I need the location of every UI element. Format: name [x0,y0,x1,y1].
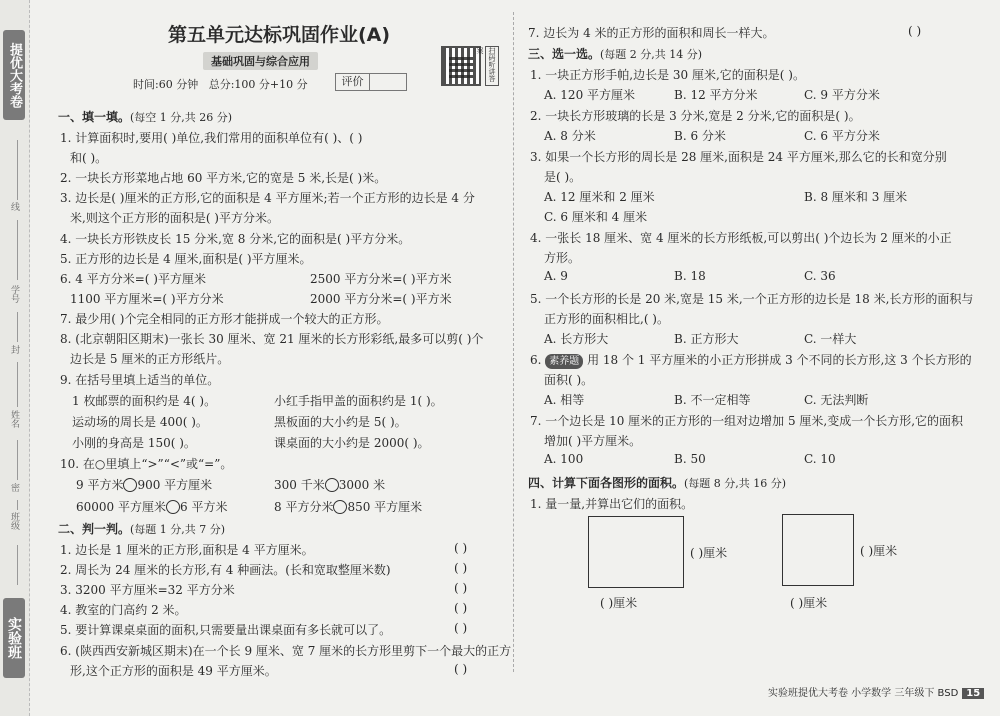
question-2: 2. 一块长方形菜地占地 60 平方米,它的宽是 5 米,长是( )米。 [60,171,387,185]
section-2-heading: 二、判一判。(每题 1 分,共 7 分) [58,522,226,536]
student-id-label: 学号 [9,285,19,303]
square-width-blank[interactable]: ( )厘米 [790,596,828,610]
choice-7-option-a[interactable]: A. 100 [544,452,584,466]
question-9d: 黑板面的大小约是 5( )。 [274,415,407,429]
exam-meta [133,76,308,92]
compare-circle[interactable] [123,478,137,492]
question-9b: 小红手指甲盖的面积约是 1( )。 [274,394,443,408]
binding-mark-feng: 封 [9,345,19,354]
question-1: 1. 计算面积时,要用( )单位,我们常用的面积单位有( )、( ) [60,131,363,145]
judge-6: 6. (陕西西安新城区期末)在一个长 9 厘米、宽 7 厘米的长方形里剪下一个最大的正方 [60,644,512,658]
page-number: 15 [962,688,984,699]
question-1-cont: 和( )。 [70,151,108,165]
question-6c: 1100 平方厘米=( )平方分米 [70,292,224,306]
choice-7-cont: 增加( )平方厘米。 [544,434,642,448]
answer-blank[interactable]: ( ) [454,662,468,676]
binding-mark-mi: 密 [9,483,19,492]
judge-3: 3. 3200 平方厘米=32 平方分米 [60,583,235,597]
choice-2: 2. 一块长方形玻璃的长是 3 分米,宽是 2 分米,它的面积是( )。 [530,109,861,123]
question-5: 5. 正方形的边长是 4 厘米,面积是( )平方厘米。 [60,252,312,266]
rectangle-figure [588,516,684,588]
choice-6-option-b[interactable]: B. 不一定相等 [674,393,751,407]
time-limit: 时间:60 分钟 [133,78,199,91]
column-divider [513,12,514,672]
question-6d: 2000 平方分米=( )平方米 [310,292,452,306]
compare-row-1b: 300 千米 3000 米 [274,478,386,492]
question-3-cont: 米,则这个正方形的面积是( )平方分米。 [70,211,279,225]
compare-row-2b: 8 平方分米 850 平方厘米 [274,500,423,514]
page-subtitle: 基础巩固与综合应用 [203,52,318,70]
answer-blank[interactable]: ( ) [908,24,922,38]
choice-1-option-c[interactable]: C. 9 平方分米 [804,88,880,102]
section-1-heading: 一、填一填。(每空 1 分,共 26 分) [58,110,233,124]
section-3-heading: 三、选一选。(每题 2 分,共 14 分) [528,47,703,61]
cut-line [17,312,18,342]
choice-3-option-c[interactable]: C. 6 厘米和 4 厘米 [544,210,648,224]
binding-sidebar [0,0,30,716]
choice-7: 7. 一个边长是 10 厘米的正方形的一组对边增加 5 厘米,变成一个长方形,它的面积 [530,414,964,428]
compare-circle[interactable] [166,500,180,514]
question-6a: 6. 4 平方分米=( )平方厘米 [60,272,206,286]
choice-3: 3. 如果一个长方形的周长是 28 厘米,面积是 24 平方厘米,那么它的长和宽分别 [530,150,947,164]
choice-6-option-a[interactable]: A. 相等 [544,393,585,407]
choice-4-option-b[interactable]: B. 18 [674,269,706,283]
compare-circle[interactable] [333,500,347,514]
question-9: 9. 在括号里填上适当的单位。 [60,373,220,387]
choice-6-cont: 面积( )。 [544,373,594,387]
square-figure [782,514,854,586]
competency-tag: 素养题 [545,354,583,369]
evaluation-label: 评价 [336,74,370,90]
question-3: 3. 边长是( )厘米的正方形,它的面积是 4 平方厘米;若一个正方形的边长是 4 分 [60,191,475,205]
judge-2: 2. 周长为 24 厘米的长方形,有 4 种画法。(长和宽取整厘米数) [60,563,391,577]
brand-logo-bottom: 实验班 [3,598,25,678]
choice-3-cont: 是( )。 [544,170,582,184]
question-10: 10. 在○里填上“>”“<”或“=”。 [60,457,233,471]
judge-7: 7. 边长为 4 米的正方形的面积和周长一样大。 [528,26,775,40]
question-7: 7. 最少用( )个完全相同的正方形才能拼成一个较大的正方形。 [60,312,389,326]
left-column [58,0,512,716]
choice-5-option-c[interactable]: C. 一样大 [804,332,857,346]
cut-line [17,140,18,200]
choice-4-cont: 方形。 [544,251,581,265]
name-label: 姓名 [9,410,19,428]
choice-5: 5. 一个长方形的长是 20 米,宽是 15 米,一个正方形的边长是 18 米,长方形的面积与 [530,292,974,306]
judge-5: 5. 要计算课桌桌面的面积,只需要量出课桌面有多长就可以了。 [60,623,392,637]
rectangle-height-blank[interactable]: ( )厘米 [690,546,728,560]
cut-line [17,500,18,510]
question-9c: 运动场的周长是 400( )。 [72,415,208,429]
qr-note: 扫码听讲答案 [485,46,499,86]
choice-7-option-c[interactable]: C. 10 [804,452,836,466]
choice-1-option-b[interactable]: B. 12 平方分米 [674,88,758,102]
section-4-heading: 四、计算下面各图形的面积。(每题 8 分,共 16 分) [528,476,787,490]
question-6b: 2500 平方分米=( )平方米 [310,272,452,286]
page-title: 第五单元达标巩固作业(A) [168,24,391,46]
choice-4-option-a[interactable]: A. 9 [544,269,568,283]
footer-book-title: 实验班提优大考卷 小学数学 三年级下 BSD [768,688,959,699]
answer-blank[interactable]: ( ) [454,601,468,615]
brand-logo-top: 提优大考卷 [3,30,25,120]
compare-row-2a: 60000 平方厘米 6 平方米 [76,500,228,514]
judge-6-cont: 形,这个正方形的面积是 49 平方厘米。 [70,664,277,678]
square-height-blank[interactable]: ( )厘米 [860,544,898,558]
cut-line [17,545,18,585]
binding-mark-xian: 线 [9,202,19,211]
choice-6: 6. 素养题 用 18 个 1 平方厘米的小正方形拼成 3 个不同的长方形,这 3 个长方形的 [530,353,972,367]
evaluation-box[interactable] [335,73,407,91]
page-footer [768,684,984,699]
right-column [528,0,974,716]
choice-2-option-b[interactable]: B. 6 分米 [674,129,726,143]
choice-4: 4. 一张长 18 厘米、宽 4 厘米的长方形纸板,可以剪出( )个边长为 2 厘米的小正 [530,231,952,245]
rectangle-width-blank[interactable]: ( )厘米 [600,596,638,610]
question-4: 4. 一块长方形铁皮长 15 分米,宽 8 分米,它的面积是( )平方分米。 [60,232,411,246]
choice-5-option-b[interactable]: B. 正方形大 [674,332,739,346]
judge-1: 1. 边长是 1 厘米的正方形,面积是 4 平方厘米。 [60,543,314,557]
cut-line [17,440,18,480]
question-8: 8. (北京朝阳区期末)一张长 30 厘米、宽 21 厘米的长方形彩纸,最多可以剪( )个 [60,332,484,346]
choice-6-option-c[interactable]: C. 无法判断 [804,393,869,407]
question-9f: 课桌面的大小约是 2000( )。 [274,436,430,450]
choice-3-option-a[interactable]: A. 12 厘米和 2 厘米 [544,190,655,204]
question-9a: 1 枚邮票的面积约是 4( )。 [72,394,217,408]
choice-1-option-a[interactable]: A. 120 平方厘米 [544,88,636,102]
choice-7-option-b[interactable]: B. 50 [674,452,706,466]
compare-circle[interactable] [325,478,339,492]
choice-5-cont: 正方形的面积相比,( )。 [544,312,669,326]
choice-3-option-b[interactable]: B. 8 厘米和 3 厘米 [804,190,908,204]
answer-blank[interactable]: ( ) [454,561,468,575]
class-label: 班级 [9,512,19,530]
answer-blank[interactable]: ( ) [454,541,468,555]
choice-2-option-c[interactable]: C. 6 平方分米 [804,129,880,143]
judge-4: 4. 教室的门高约 2 米。 [60,603,187,617]
question-8-cont: 边长是 5 厘米的正方形纸片。 [70,352,230,366]
answer-blank[interactable]: ( ) [454,621,468,635]
choice-2-option-a[interactable]: A. 8 分米 [544,129,596,143]
cut-line [17,362,18,407]
compare-row-1a: 9 平方米 900 平方厘米 [76,478,213,492]
cut-line [17,220,18,280]
choice-5-option-a[interactable]: A. 长方形大 [544,332,609,346]
measure-question: 1. 量一量,并算出它们的面积。 [530,497,694,511]
choice-1: 1. 一块正方形手帕,边长是 30 厘米,它的面积是( )。 [530,68,805,82]
choice-4-option-c[interactable]: C. 36 [804,269,836,283]
question-9e: 小刚的身高是 150( )。 [72,436,196,450]
total-score: 总分:100 分+10 分 [208,78,308,91]
answer-blank[interactable]: ( ) [454,581,468,595]
